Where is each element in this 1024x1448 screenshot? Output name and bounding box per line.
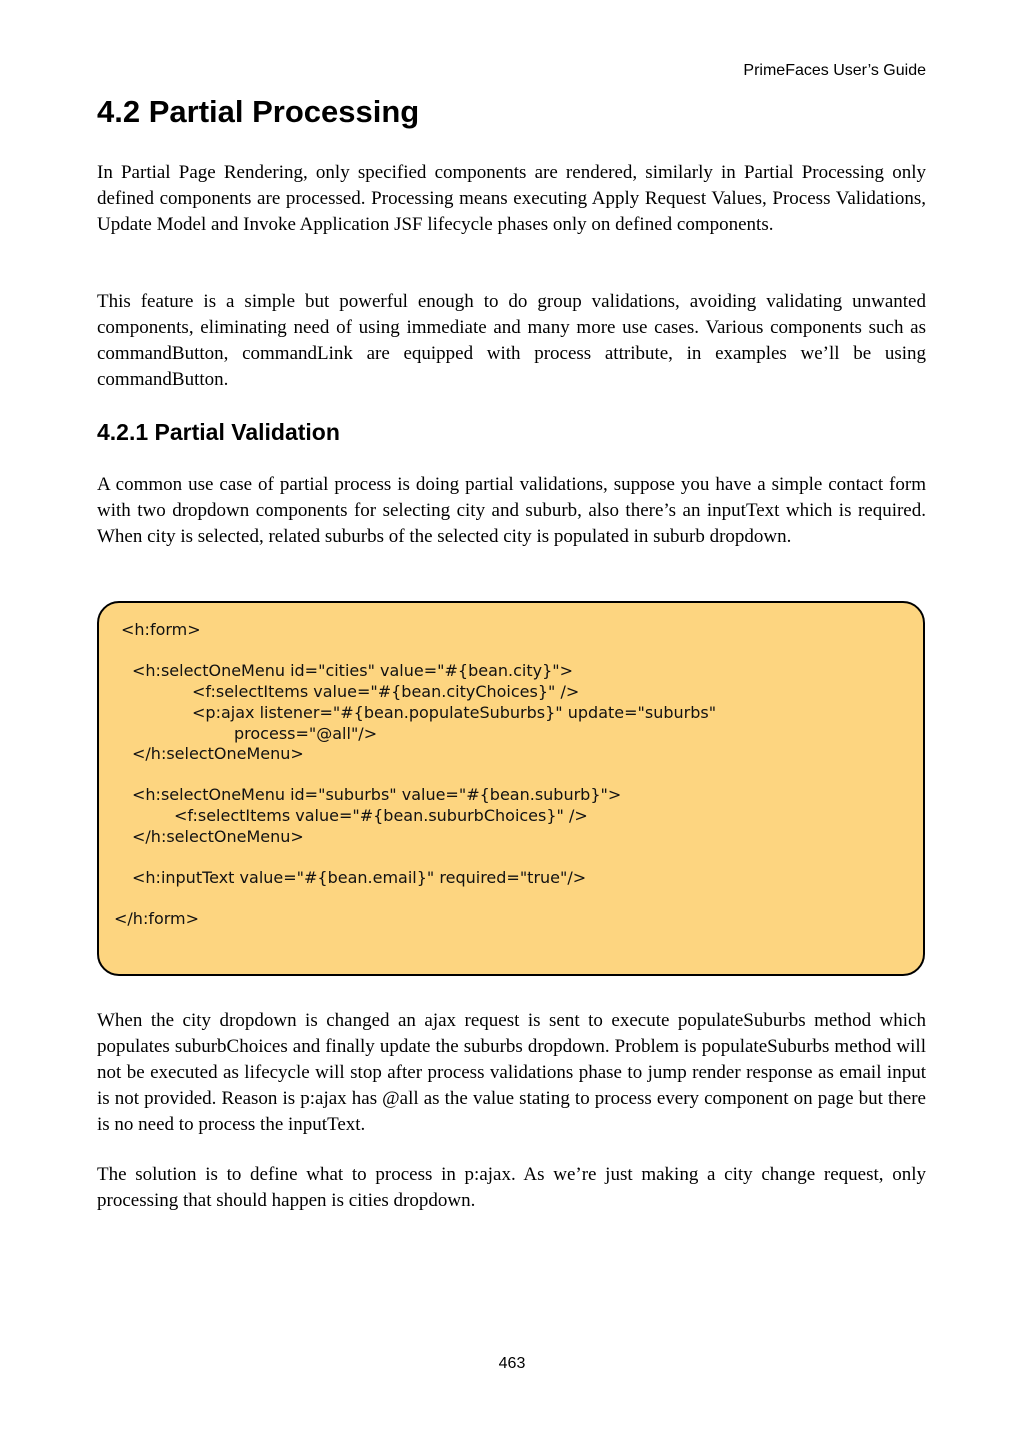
subsection-intro: A common use case of partial process is doing partial validations, suppose you have a simple contact form with two dropdown components for selecting city and suburb, also there’s an inputText which is required. When city is selected, related suburbs of the selected city is populated in suburb dropdown. <box>97 474 926 547</box>
subsection-title: 4.2.1 Partial Validation <box>97 419 340 445</box>
code-line: <h:inputText value="#{bean.email}" required="true"/> <box>132 868 587 887</box>
code-line: process="@all"/> <box>234 724 378 743</box>
code-line: <f:selectItems value="#{bean.suburbChoices}" /> <box>174 806 588 825</box>
page-number: 463 <box>498 1355 526 1372</box>
code-line: <p:ajax listener="#{bean.populateSuburbs}" update="suburbs" <box>192 703 717 722</box>
section-title: 4.2 Partial Processing <box>97 94 420 129</box>
code-line: </h:form> <box>114 909 200 928</box>
code-line: <h:form> <box>121 620 201 639</box>
code-line: </h:selectOneMenu> <box>132 744 304 763</box>
running-header: PrimeFaces User’s Guide <box>743 62 926 79</box>
code-block <box>97 601 925 976</box>
section-paragraph-2: This feature is a simple but powerful enough to do group validations, avoiding validating unwanted components, eliminating need of using immediate and many more use cases. Various components such as commandButton, commandLink are equipped with process attribute, in examples we’ll be using commandButton. <box>97 291 926 390</box>
code-line: <h:selectOneMenu id="cities" value="#{bean.city}"> <box>132 661 574 680</box>
code-line: <h:selectOneMenu id="suburbs" value="#{bean.suburb}"> <box>132 785 622 804</box>
code-line: <f:selectItems value="#{bean.cityChoices}" /> <box>192 682 580 701</box>
explanation-paragraph-2: The solution is to define what to process in p:ajax. As we’re just making a city change request, only processing that should happen is cities dropdown. <box>97 1164 926 1211</box>
section-paragraph-1: In Partial Page Rendering, only specified components are rendered, similarly in Partial Processing only defined components are processed. Processing means executing Apply Request Values, Process Validations, Update Model and Invoke Application JSF lifecycle phases only on defined components. <box>97 162 926 235</box>
explanation-paragraph-1: When the city dropdown is changed an ajax request is sent to execute populateSuburbs method which populates suburbChoices and finally update the suburbs dropdown. Problem is populateSuburbs method will not be executed as lifecycle will stop after process validations phase to jump render response as email input is not provided. Reason is p:ajax has @all as the value stating to process every component on page but there is no need to process the inputText. <box>97 1010 926 1135</box>
code-line: </h:selectOneMenu> <box>132 827 304 846</box>
